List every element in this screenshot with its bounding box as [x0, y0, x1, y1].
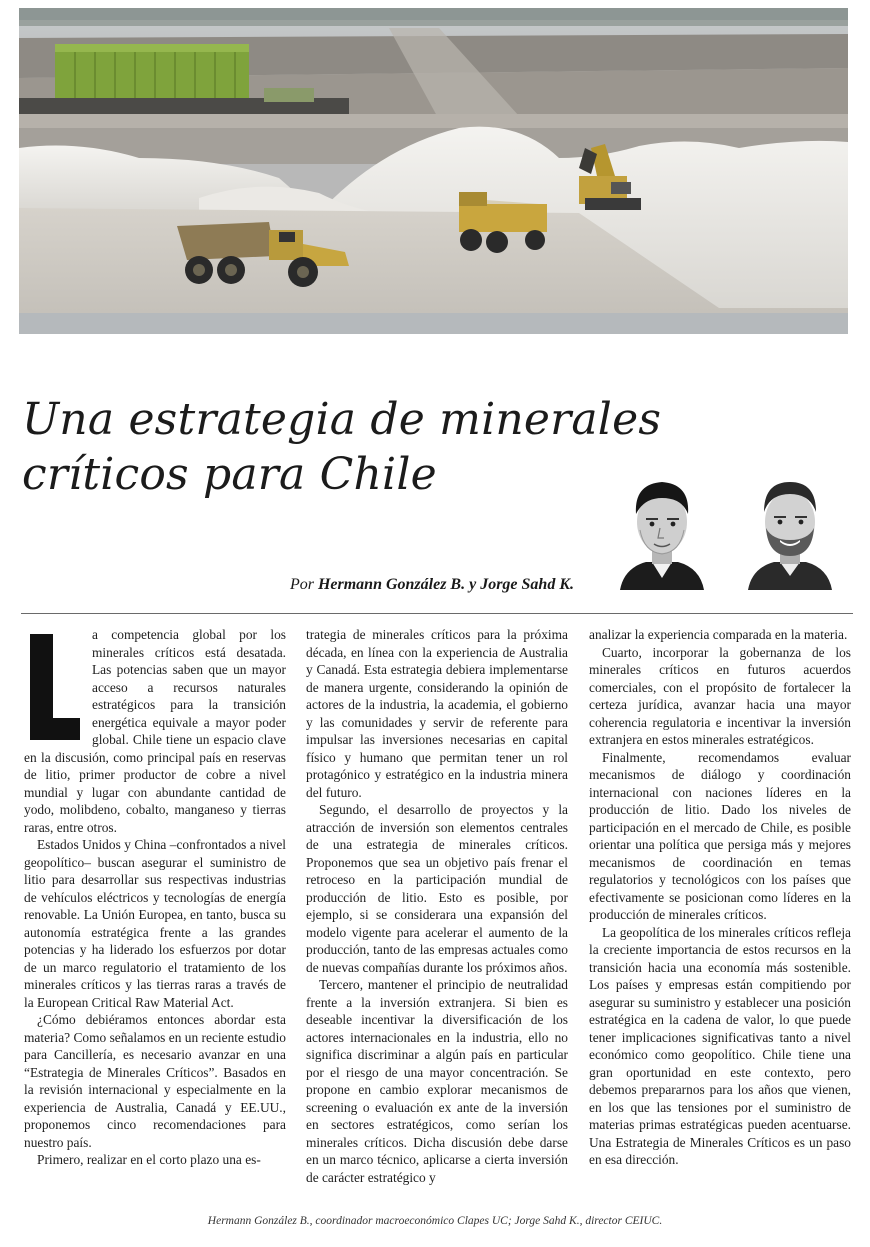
- article-column-1: [24, 626, 286, 1169]
- paragraph-9: La geopolítica de los minerales críticos refleja la creciente importancia de estos recursos en la transición hacia una economía más sostenible. Los países y empresas están compitiendo por asegurar su suministro y establecer una posición estratégica en la cadena de valor, lo que puede tener implicaciones significativas tanto a nivel económico como geopolítico. Chile tiene una gran oportunidad en este contexto, pero debemos prepararnos para los años que vienen, en los que las tensiones por el suministro de materias primas estratégicas pueden acentuarse. Una Estrategia de Minerales Críticos es un paso en esa dirección.: [589, 924, 851, 1167]
- dropcap-letter: [30, 634, 80, 740]
- byline-divider: [21, 613, 853, 614]
- hero-photo: [19, 8, 848, 334]
- article-column-3: [589, 626, 851, 1169]
- headline-line-1: Una estrategia de minerales: [22, 394, 662, 445]
- byline-authors: Hermann González B. y Jorge Sahd K.: [317, 576, 574, 593]
- paragraph-6-continued: analizar la experiencia comparada en la materia.: [589, 627, 848, 642]
- paragraph-6-start: Tercero, mantener el principio de neutralidad frente a la inversión extranjera. Si bien es deseable incentivar la diversificación de los actores internacionales en la industria, ello no significa discriminar a algún país en particular por el riesgo de una mayor concentración. Se propone en cambio explorar mecanismos de screening o evaluación ex ante de la inversión en sectores estratégicos, como serían los minerales críticos. Dicha discusión debe darse en un marco técnico, aplicarse a cierta inversión de carácter estratégico y: [306, 977, 568, 1185]
- paragraph-1: a competencia global por los minerales críticos está desatada. Las potencias saben que un mayor acceso a recursos naturales estratégicos para la transición energética equivale a mayor poder global. Chile tiene un espacio clave en la discusión, como principal país en reservas de litio, primer productor de cobre a nivel mundial y lugar con abundante cantidad de yodo, molibdeno, cobalto, manganeso y tierras raras, entre otros.: [24, 627, 286, 835]
- article-column-2: [306, 626, 568, 1186]
- paragraph-8: Finalmente, recomendamos evaluar mecanismos de diálogo y coordinación internacional con naciones líderes en la producción de litio. Dado los niveles de participación en el mercado de Chile, es posible orientar una política que persiga más y mejores mecanismos de coordinación en temas regulatorios y tecnológicos con los países que efectivamente se posicionan como líderes en la producción de minerales críticos.: [589, 749, 851, 922]
- author-credits-footer: Hermann González B., coordinador macroeconómico Clapes UC; Jorge Sahd K., director CEIUC.: [207, 1215, 663, 1227]
- paragraph-3: ¿Cómo debiéramos entonces abordar esta materia? Como señalamos en un reciente estudio para Cancillería, es necesario avanzar en una “Estrategia de Minerales Críticos”. Basados en la revisión internacional y especialmente en la experiencia de Australia, Canadá y EE.UU., proponemos cinco recomendaciones para nuestro país.: [24, 1012, 286, 1150]
- paragraph-2: Estados Unidos y China –confrontados a nivel geopolítico– buscan asegurar el suministro de litio para desarrollar sus respectivas industrias de vehículos eléctricos y tecnologías de energía renovable. La Unión Europea, en tanto, busca su autonomía estratégica frente a las grandes potencias y ha liderado los esfuerzos por dotar de un marco regulatorio el tratamiento de los minerales críticos y las tierras raras a través de la European Critical Raw Material Act.: [24, 837, 286, 1010]
- headline-line-2: críticos para Chile: [22, 449, 437, 500]
- mining-scene-illustration: [19, 8, 848, 334]
- paragraph-7: Cuarto, incorporar la gobernanza de los minerales críticos en futuros acuerdos comerciales, con el propósito de fortalecer la certeza jurídica, avanzar hacia una mayor coherencia regulatoria e incentivar la inversión extranjera en estos minerales estratégicos.: [589, 644, 851, 747]
- paragraph-4-start: Primero, realizar en el corto plazo una es-: [37, 1152, 261, 1167]
- paragraph-4-continued: trategia de minerales críticos para la próxima década, en línea con la experiencia de Australia y Canadá. Esta estrategia debiera implementarse de manera urgente, considerando la opinión de actores de la industria, la academia, el gobierno y las comunidades y servir de referente para impulsar las inversiones necesarias en capital físico y humano que permitan tener un rol protagónico y estratégico en la industria minera del futuro.: [306, 627, 568, 800]
- author-portrait-gonzalez: [616, 470, 708, 590]
- author-portrait-sahd: [744, 470, 836, 590]
- byline: [0, 576, 574, 594]
- byline-prefix: Por: [289, 576, 314, 593]
- paragraph-5: Segundo, el desarrollo de proyectos y la atracción de inversión son elementos centrales de una estrategia de minerales críticos. Proponemos que sea un objetivo país frenar el retroceso en la participación mundial de producción de litio. Esto es posible, por ejemplo, si se considerara una expansión del modelo vigente para acelerar el aumento de la producción, tanto de las empresas actuales como de nuevas compañías durante los próximos años.: [306, 802, 568, 975]
